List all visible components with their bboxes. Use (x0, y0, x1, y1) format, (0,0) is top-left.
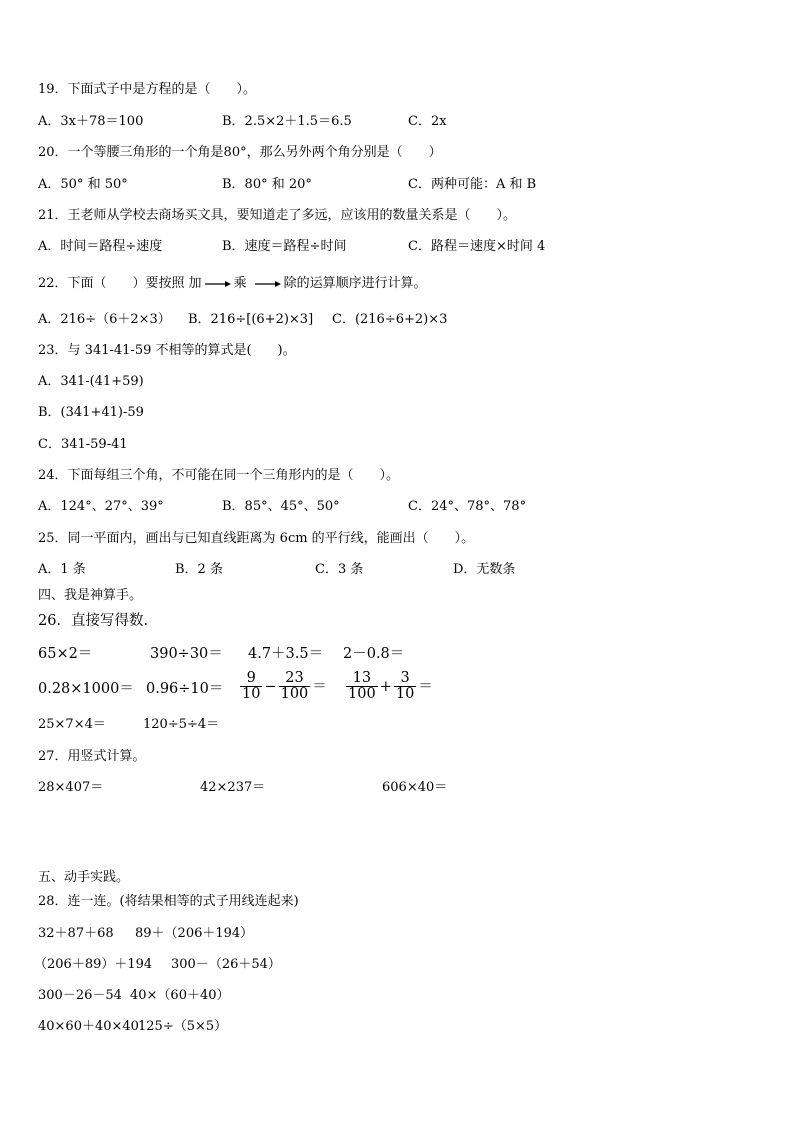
q28-right-expression: 89＋（206＋194） (135, 926, 254, 941)
q26-item: 25×7×4＝ (38, 717, 106, 732)
numerator: 23 (285, 670, 304, 686)
q25-question: 25．同一平面内，画出与已知直线距离为 6cm 的平行线，能画出（ ）。 (38, 531, 475, 546)
q23-option-a: A．341-(41+59) (38, 374, 144, 389)
numerator: 9 (246, 670, 256, 686)
q22-option-a: A．216÷（6＋2×3） (38, 312, 171, 327)
q26-item: 0.96÷10＝ (146, 681, 224, 697)
denominator: 10 (242, 686, 261, 702)
q22-question-before: 22．下面（ ）要按照 (38, 276, 185, 291)
q22-word-multiply: 乘 (233, 276, 247, 291)
arrow-right-icon (205, 280, 231, 288)
q28-right-expression: 40×（60＋40） (130, 988, 230, 1003)
q19-option-a: A．3x＋78＝100 (38, 114, 144, 129)
denominator: 100 (348, 686, 376, 702)
q25-option-a: A．1 条 (38, 562, 86, 577)
q26-title: 26．直接写得数. (38, 613, 149, 629)
q25-option-b: B．2 条 (175, 562, 223, 577)
q28-right-expression: 125÷（5×5） (138, 1019, 228, 1034)
q28-title: 28．连一连。(将结果相等的式子用线连起来) (38, 894, 299, 909)
fraction (394, 671, 416, 702)
q25-option-d: D．无数条 (453, 562, 516, 577)
minus-sign: − (264, 678, 277, 695)
q28-left-expression: 32＋87＋68 (38, 926, 114, 941)
q20-option-a: A．50° 和 50° (38, 177, 128, 192)
section-4-title: 四、我是神算手。 (38, 588, 143, 603)
arrow-right-icon (255, 280, 281, 288)
q22-option-b: B．216÷[(6+2)×3] (188, 312, 314, 327)
q20-option-c: C．两种可能：A 和 B (408, 177, 537, 192)
q28-right-expression: 300－（26＋54） (171, 957, 281, 972)
section-5-title: 五、动手实践。 (38, 870, 130, 885)
q23-option-b: B．(341+41)-59 (38, 405, 144, 420)
denominator: 100 (280, 686, 309, 702)
q28-left-expression: 40×60＋40×40 (38, 1019, 139, 1034)
q26-item: 4.7＋3.5＝ (248, 646, 324, 662)
q24-option-b: B．85°、45°、50° (222, 499, 340, 514)
numerator: 3 (400, 670, 410, 686)
q26-item: 65×2＝ (38, 646, 93, 662)
q23-question: 23．与 341-41-59 不相等的算式是( )。 (38, 343, 296, 358)
q28-left-expression: 300－26－54 (38, 988, 122, 1003)
q23-option-c: C．341-59-41 (38, 437, 128, 452)
q19-option-c: C．2x (408, 114, 447, 129)
q28-left-expression: （206＋89）＋194 (34, 957, 153, 972)
q22-word-add: 加 (188, 276, 202, 291)
q20-option-b: B．80° 和 20° (222, 177, 312, 192)
q22-question-after: 除的运算顺序进行计算。 (283, 276, 427, 291)
q21-option-c: C．路程＝速度×时间 4 (408, 239, 546, 254)
equals-sign: ＝ (312, 678, 327, 695)
q26-fraction-expression-2 (345, 671, 434, 702)
q27-title: 27．用竖式计算。 (38, 749, 146, 764)
q22-question (38, 275, 427, 293)
q22-option-c: C．(216÷6+2)×3 (332, 312, 448, 327)
numerator: 13 (352, 670, 372, 686)
q20-question: 20．一个等腰三角形的一个角是80°，那么另外两个角分别是（ ） (38, 145, 442, 160)
q21-option-b: B．速度＝路程÷时间 (222, 239, 347, 254)
q24-question: 24．下面每组三个角，不可能在同一个三角形内的是（ ）。 (38, 468, 400, 483)
q26-item: 390÷30＝ (150, 646, 223, 662)
fraction (240, 671, 262, 702)
q21-question: 21．王老师从学校去商场买文具，要知道走了多远，应该用的数量关系是（ ）。 (38, 208, 517, 223)
q25-option-c: C．3 条 (315, 562, 364, 577)
denominator: 10 (395, 686, 415, 702)
plus-sign: + (379, 678, 392, 695)
q26-fraction-expression-1 (239, 671, 328, 702)
q27-item: 606×40＝ (382, 780, 448, 795)
q26-item: 0.28×1000＝ (38, 681, 134, 697)
q19-option-b: B．2.5×2＋1.5＝6.5 (222, 114, 352, 129)
q26-item: 120÷5÷4＝ (143, 717, 220, 732)
fraction (346, 671, 378, 702)
q19-question: 19．下面式子中是方程的是（ ）。 (38, 82, 257, 97)
q21-option-a: A．时间＝路程÷速度 (38, 239, 163, 254)
q26-item: 2－0.8＝ (343, 646, 405, 662)
q24-option-a: A．124°、27°、39° (38, 499, 164, 514)
q27-item: 28×407＝ (38, 780, 104, 795)
equals-sign: ＝ (418, 678, 433, 695)
fraction (279, 671, 311, 702)
q24-option-c: C．24°、78°、78° (408, 499, 527, 514)
q27-item: 42×237＝ (200, 780, 266, 795)
